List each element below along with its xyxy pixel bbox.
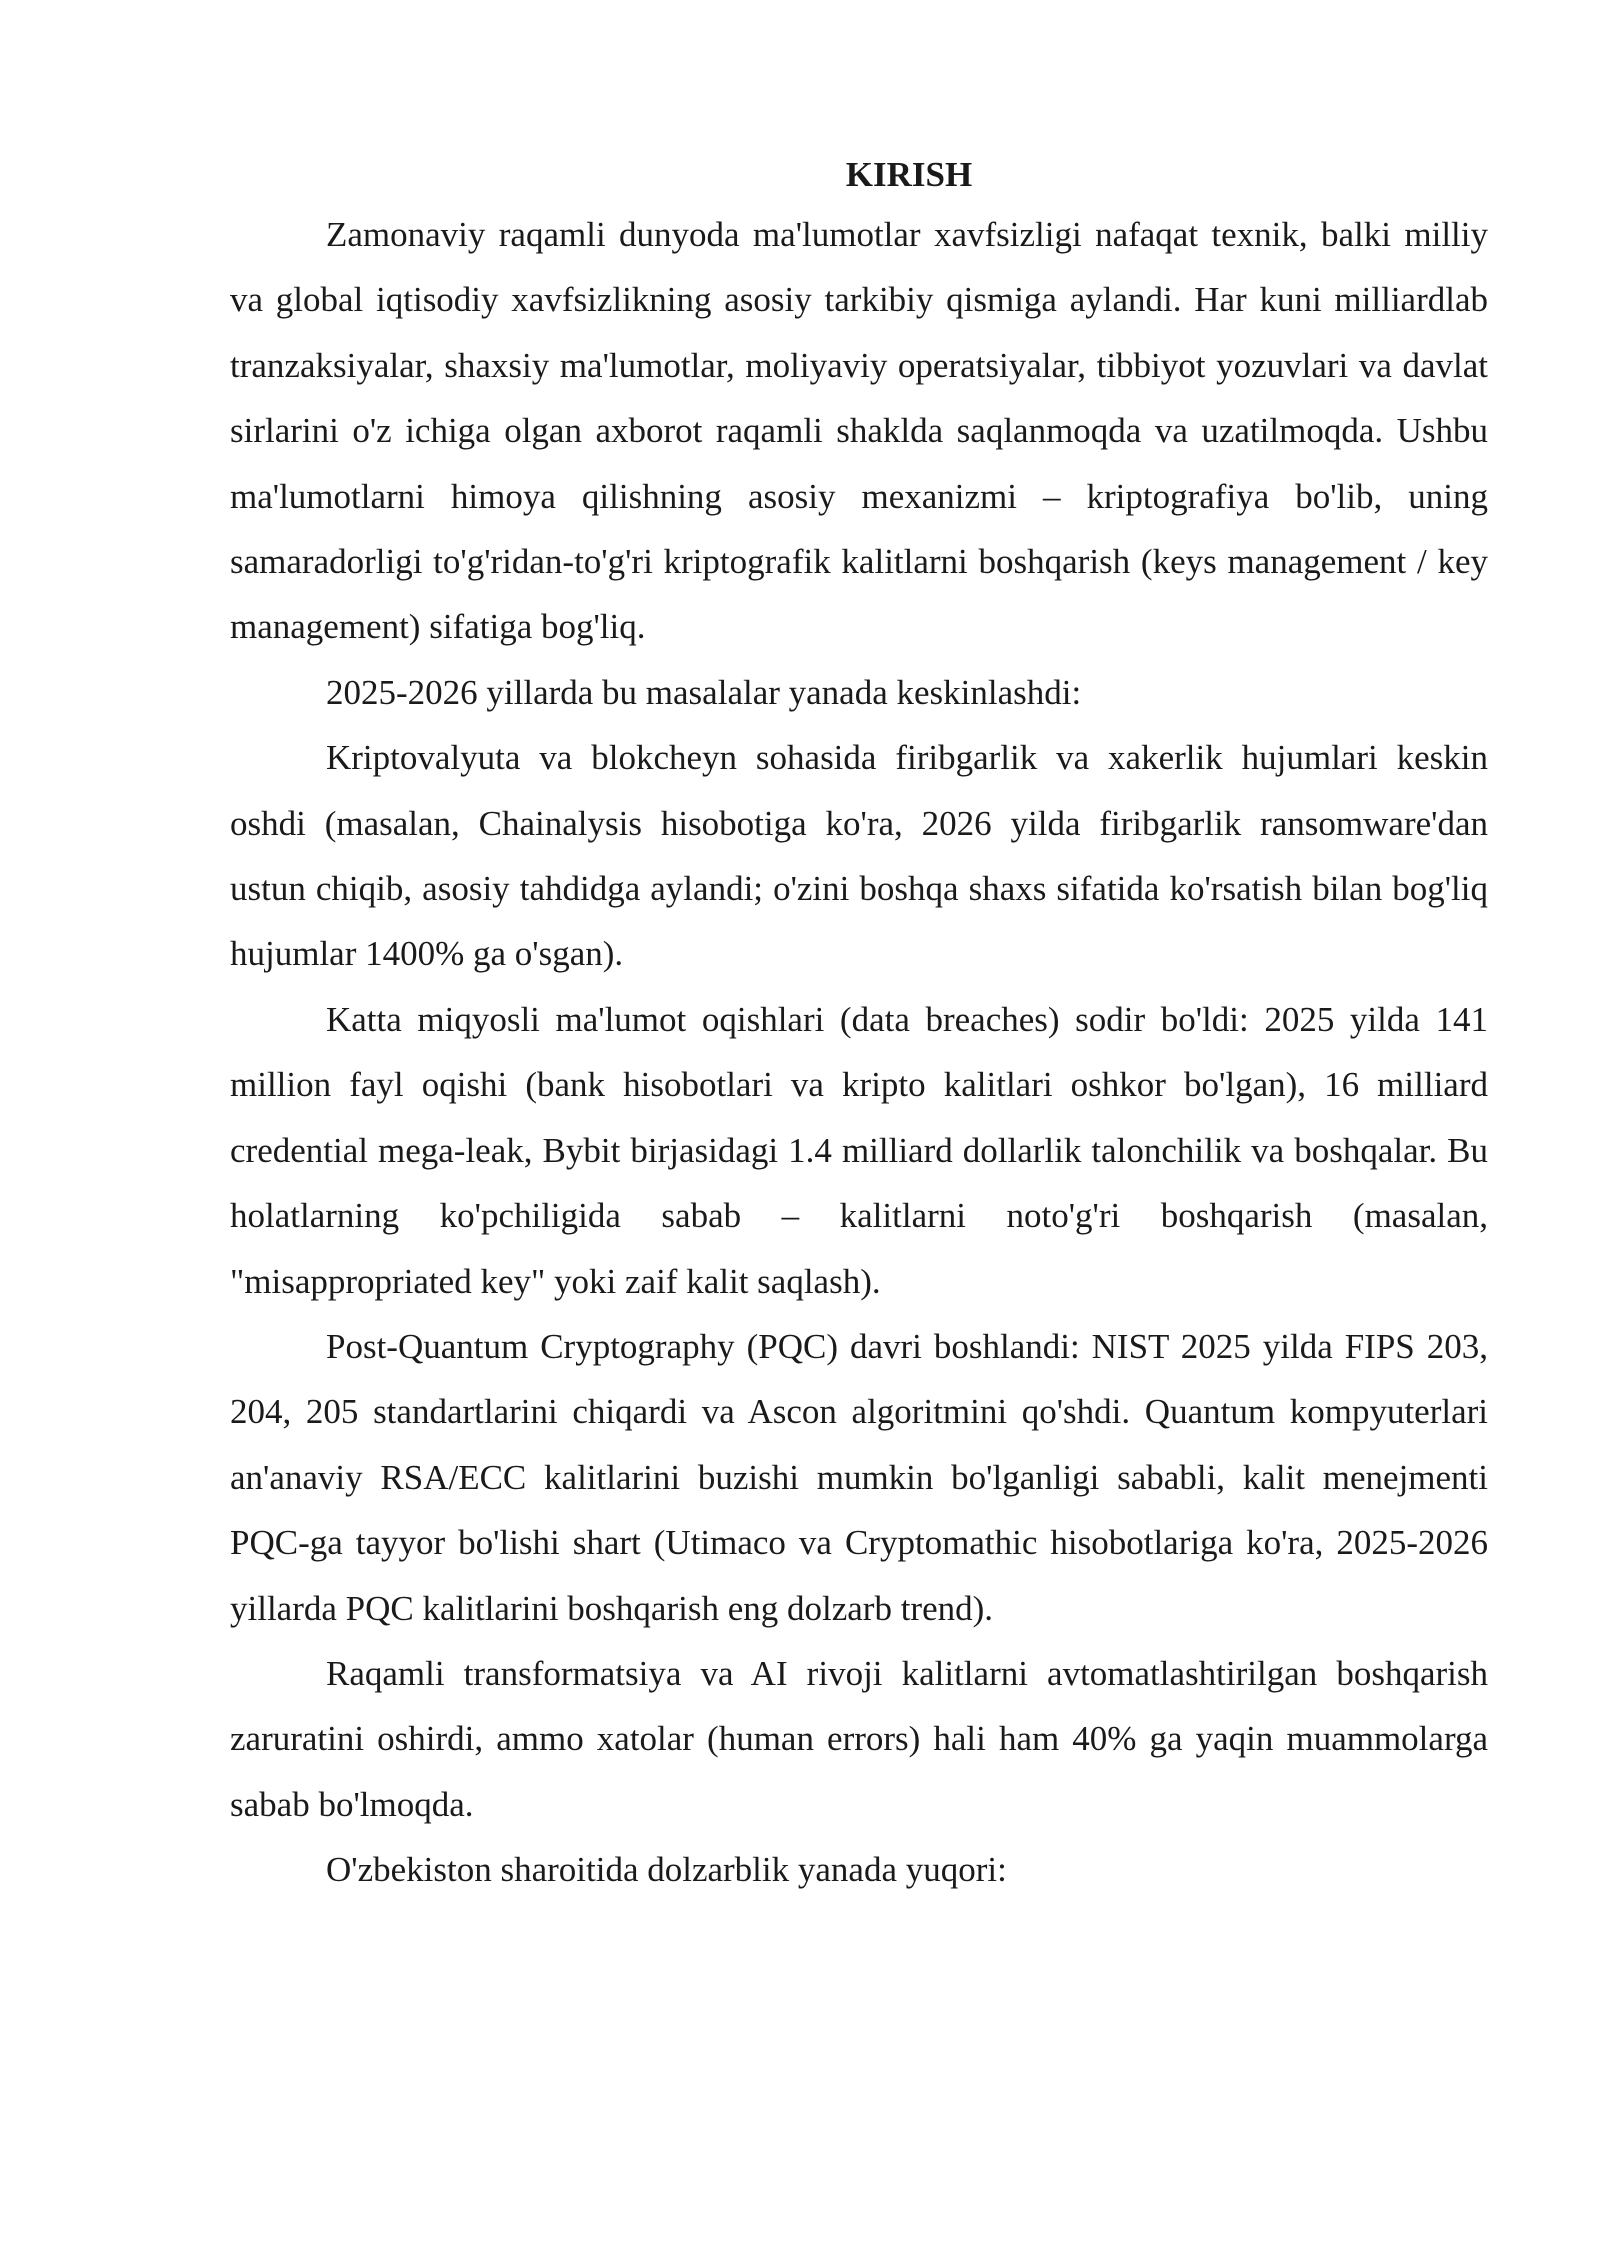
document-body bbox=[230, 148, 1488, 1903]
page-title: KIRISH bbox=[845, 155, 973, 194]
paragraph-intro: Zamonaviy raqamli dunyoda ma'lumotlar xavfsizligi nafaqat texnik, balki milliy va global iqtisodiy xavfsizlikning asosiy tarkibiy qismiga aylandi. Har kuni milliardlab tranzaksiyalar, shaxsiy ma'lumotlar, moliyaviy operatsiyalar, tibbiyot yozuvlari va davlat sirlarini o'z ichiga olgan axborot raqamli shaklda saqlanmoqda va uzatilmoqda. Ushbu ma'lumotlarni himoya qilishning asosiy mexanizmi – kriptografiya bo'lib, uning samaradorligi to'g'ridan-to'g'ri kriptografik kalitlarni boshqarish (keys management / key management) sifatiga bog'liq. bbox=[230, 215, 1488, 647]
paragraph-2025-2026: 2025-2026 yillarda bu masalalar yanada keskinlashdi: bbox=[326, 672, 1082, 712]
paragraph-uzbekistan: O'zbekiston sharoitida dolzarblik yanada yuqori: bbox=[326, 1850, 1007, 1890]
paragraph-ai-transformation: Raqamli transformatsiya va AI rivoji kalitlarni avtomatlashtirilgan boshqarish zaruratini oshirdi, ammo xatolar (human errors) hali ham 40% ga yaqin muammolarga sabab bo'lmoqda. bbox=[230, 1653, 1488, 1824]
paragraph-crypto-fraud: Kriptovalyuta va blokcheyn sohasida firibgarlik va xakerlik hujumlari keskin oshdi (masalan, Chainalysis hisobotiga ko'ra, 2026 yilda firibgarlik ransomware'dan ustun chiqib, asosiy tahdidga aylandi; o'zini boshqa shaxs sifatida ko'rsatish bilan bog'liq hujumlar 1400% ga o'sgan). bbox=[230, 738, 1488, 974]
paragraph-data-breaches: Katta miqyosli ma'lumot oqishlari (data breaches) sodir bo'ldi: 2025 yilda 141 million fayl oqishi (bank hisobotlari va kripto kalitlari oshkor bo'lgan), 16 milliard credential mega-leak, Bybit birjasidagi 1.4 milliard dollarlik talonchilik va boshqalar. Bu holatlarning ko'pchiligida sabab – kalitlarni noto'g'ri boshqarish (masalan, "misappropriated key" yoki zaif kalit saqlash). bbox=[230, 999, 1488, 1301]
paragraph-pqc: Post-Quantum Cryptography (PQC) davri boshlandi: NIST 2025 yilda FIPS 203, 204, 205 standartlarini chiqardi va Ascon algoritmini qo'shdi. Quantum kompyuterlari an'anaviy RSA/ECC kalitlarini buzishi mumkin bo'lganligi sababli, kalit menejmenti PQC-ga tayyor bo'lishi shart (Utimaco va Cryptomathic hisobotlariga ko'ra, 2025-2026 yillarda PQC kalitlarini boshqarish eng dolzarb trend). bbox=[230, 1326, 1488, 1628]
